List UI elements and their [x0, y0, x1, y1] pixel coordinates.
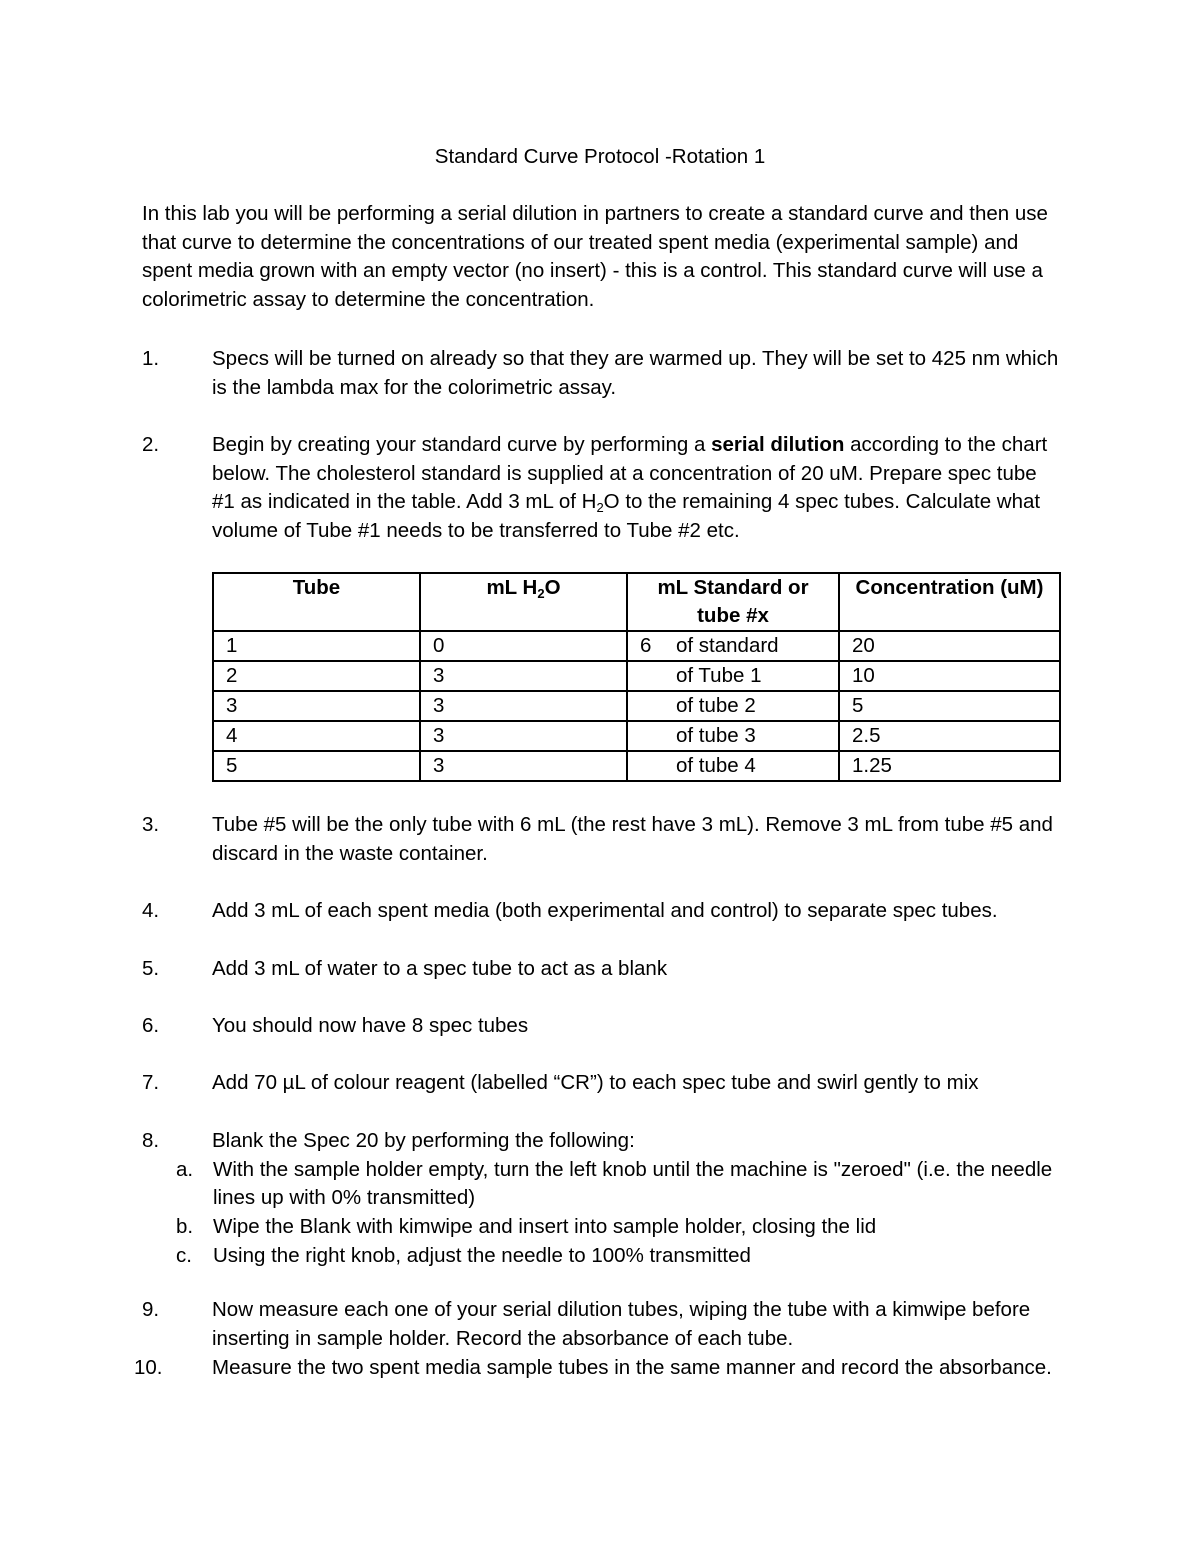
substep-letter: c.: [176, 1243, 192, 1267]
substep-letter: b.: [176, 1215, 194, 1239]
cell-tube: 2: [213, 661, 420, 691]
table-row: [213, 631, 1060, 661]
step-2: [142, 431, 1062, 546]
step-number: 7.: [142, 1071, 160, 1094]
step-9: [142, 1296, 1062, 1353]
table-row: [213, 661, 1060, 691]
cell-tube: 4: [213, 721, 420, 751]
step-text: Add 3 mL of each spent media (both experimental and control) to separate spec tubes.: [212, 899, 998, 922]
step-5: [142, 955, 1062, 984]
cell-source: of standard: [676, 634, 779, 657]
step-number: 8.: [142, 1129, 160, 1152]
cell-tube: 1: [213, 631, 420, 661]
cell-concentration: 1.25: [839, 751, 1060, 781]
subscript: 2: [537, 586, 545, 601]
dilution-table: [212, 572, 1061, 782]
step-number: 5.: [142, 957, 160, 980]
cell-source: of tube 2: [676, 694, 756, 717]
step-1: [142, 345, 1062, 402]
header-concentration: Concentration (uM): [839, 573, 1060, 631]
cell-tube: 3: [213, 691, 420, 721]
step-text-part: Begin by creating your standard curve by performing a: [212, 433, 712, 456]
cell-standard: [627, 721, 839, 751]
step-text: Specs will be turned on already so that they are warmed up. They will be set to 425 nm which is the lambda max for the colorimetric assay.: [212, 347, 1059, 399]
step-text: Add 3 mL of water to a spec tube to act as a blank: [212, 957, 668, 980]
cell-tube: 5: [213, 751, 420, 781]
substep-text: With the sample holder empty, turn the left knob until the machine is "zeroed" (i.e. the needle lines up with 0% transmitted): [213, 1157, 1053, 1210]
step-text: [212, 431, 1062, 546]
header-text: O: [544, 576, 561, 599]
step-number: 4.: [142, 899, 160, 922]
intro-paragraph: In this lab you will be performing a serial dilution in partners to create a standard curve and then use that curve to determine the concentrations of our treated spent media (experimental sample) and spent media grown with an empty vector (no insert) - this is a control. This standard curve will use a colorimetric assay to determine the concentration.: [142, 202, 1048, 312]
cell-source: of tube 3: [676, 724, 756, 747]
cell-standard: [627, 631, 839, 661]
step-number: 3.: [142, 813, 160, 836]
cell-water: 3: [420, 661, 627, 691]
step-number: 9.: [142, 1298, 160, 1321]
table-header-row: [213, 573, 1060, 631]
cell-standard: [627, 691, 839, 721]
cell-concentration: 2.5: [839, 721, 1060, 751]
step-text: Tube #5 will be the only tube with 6 mL (the rest have 3 mL). Remove 3 mL from tube #5 and discard in the waste container.: [212, 813, 1053, 865]
cell-source: of tube 4: [676, 754, 756, 777]
header-tube: Tube: [213, 573, 420, 631]
cell-water: 0: [420, 631, 627, 661]
table-row: [213, 751, 1060, 781]
step-text: Measure the two spent media sample tubes in the same manner and record the absorbance.: [212, 1356, 1052, 1379]
substep-letter: a.: [176, 1157, 194, 1181]
step-number: 2.: [142, 433, 160, 456]
step-3: [142, 811, 1062, 868]
step-text: You should now have 8 spec tubes: [212, 1014, 529, 1037]
step-7: [142, 1069, 1062, 1098]
serial-dilution-term: serial dilution: [711, 433, 845, 456]
step-number: 6.: [142, 1014, 160, 1037]
cell-water: 3: [420, 751, 627, 781]
page-title: Standard Curve Protocol -Rotation 1: [434, 145, 766, 168]
step-8: [142, 1127, 1062, 1271]
step-4: [142, 897, 1062, 926]
step-number: 1.: [142, 347, 160, 370]
substep-a: [142, 1156, 1062, 1213]
header-text: mL H: [486, 576, 538, 599]
step-6: [142, 1012, 1062, 1041]
substep-c: [142, 1242, 1062, 1271]
cell-source: of Tube 1: [676, 664, 762, 687]
step-number: 10.: [134, 1356, 163, 1379]
cell-concentration: 10: [839, 661, 1060, 691]
header-standard: mL Standard or tube #x: [627, 573, 839, 631]
step-text-part: O to the remaining 4 spec tubes. Calculate what volume of Tube #1 needs to be transferred to Tube #2 etc.: [212, 490, 1041, 543]
table-row: [213, 721, 1060, 751]
cell-standard: [627, 751, 839, 781]
step-text: Now measure each one of your serial dilution tubes, wiping the tube with a kimwipe before inserting in sample holder. Record the absorbance of each tube.: [212, 1298, 1031, 1350]
cell-standard: [627, 661, 839, 691]
step-text: Blank the Spec 20 by performing the following:: [212, 1129, 635, 1152]
cell-amount: 6: [640, 634, 652, 657]
step-text: Add 70 µL of colour reagent (labelled “CR”) to each spec tube and swirl gently to mix: [212, 1071, 979, 1094]
header-water: [420, 573, 627, 631]
subscript: 2: [596, 500, 604, 516]
cell-water: 3: [420, 721, 627, 751]
step-text-part: according to the chart below. The cholesterol standard is supplied at a concentration of 20 uM. Prepare spec tube #1 as indicated in the table. Add 3 mL of H: [212, 433, 1048, 514]
substep-text: Wipe the Blank with kimwipe and insert into sample holder, closing the lid: [213, 1215, 877, 1239]
cell-concentration: 20: [839, 631, 1060, 661]
table-row: [213, 691, 1060, 721]
substep-b: [142, 1213, 1062, 1242]
cell-water: 3: [420, 691, 627, 721]
substep-text: Using the right knob, adjust the needle to 100% transmitted: [213, 1243, 751, 1267]
cell-concentration: 5: [839, 691, 1060, 721]
step-10: [134, 1354, 1062, 1383]
